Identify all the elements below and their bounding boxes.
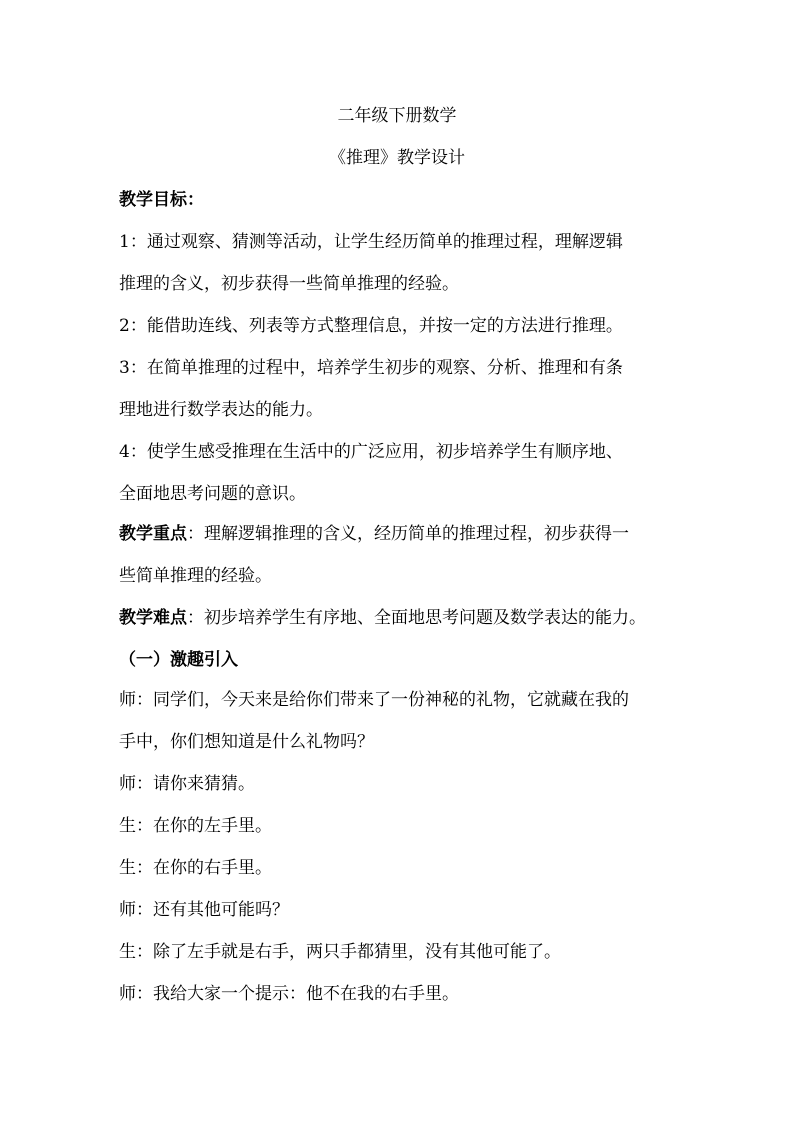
key-point-colon: ：: [187, 524, 204, 544]
dialogue-line-8: 师：我给大家一个提示：他不在我的右手里。: [119, 984, 459, 1004]
key-point-text: 理解逻辑推理的含义，经历简单的推理过程，初步获得一: [204, 524, 629, 544]
section-1-heading: （一）激趣引入: [119, 650, 238, 670]
objective-line-3: 2：能借助连线、列表等方式整理信息，并按一定的方法进行推理。: [119, 316, 623, 336]
dialogue-line-4: 生：在你的左手里。: [119, 816, 272, 836]
dialogue-line-5: 生：在你的右手里。: [119, 858, 272, 878]
dialogue-line-3: 师：请你来猜猜。: [119, 774, 255, 794]
dialogue-line-6: 师：还有其他可能吗？: [119, 900, 289, 920]
difficulty-colon: ：: [187, 608, 204, 628]
objective-line-6: 4：使学生感受推理在生活中的广泛应用，初步培养学生有顺序地、: [119, 442, 623, 462]
key-point-paragraph: [119, 522, 629, 546]
lesson-title: 《推理》教学设计: [329, 148, 465, 168]
objective-line-4: 3：在简单推理的过程中，培养学生初步的观察、分析、推理和有条: [119, 358, 623, 378]
objective-line-1: 1：通过观察、猜测等活动，让学生经历简单的推理过程，理解逻辑: [119, 232, 623, 252]
difficulty-text: 初步培养学生有序地、全面地思考问题及数学表达的能力。: [204, 608, 646, 628]
grade-title: 二年级下册数学: [337, 106, 457, 126]
objective-line-7: 全面地思考问题的意识。: [119, 484, 306, 504]
objective-line-5: 理地进行数学表达的能力。: [119, 400, 323, 420]
key-point-continuation: 些简单推理的经验。: [119, 566, 272, 586]
objective-line-2: 推理的含义，初步获得一些简单推理的经验。: [119, 274, 459, 294]
dialogue-line-7: 生：除了左手就是右手，两只手都猜里，没有其他可能了。: [119, 942, 561, 962]
objectives-heading: 教学目标：: [119, 190, 204, 210]
difficulty-label: 教学难点: [119, 608, 187, 628]
dialogue-line-2: 手中，你们想知道是什么礼物吗？: [119, 732, 374, 752]
dialogue-line-1: 师：同学们，今天来是给你们带来了一份神秘的礼物，它就藏在我的: [119, 690, 629, 710]
key-point-label: 教学重点: [119, 524, 187, 544]
difficulty-paragraph: [119, 606, 646, 630]
